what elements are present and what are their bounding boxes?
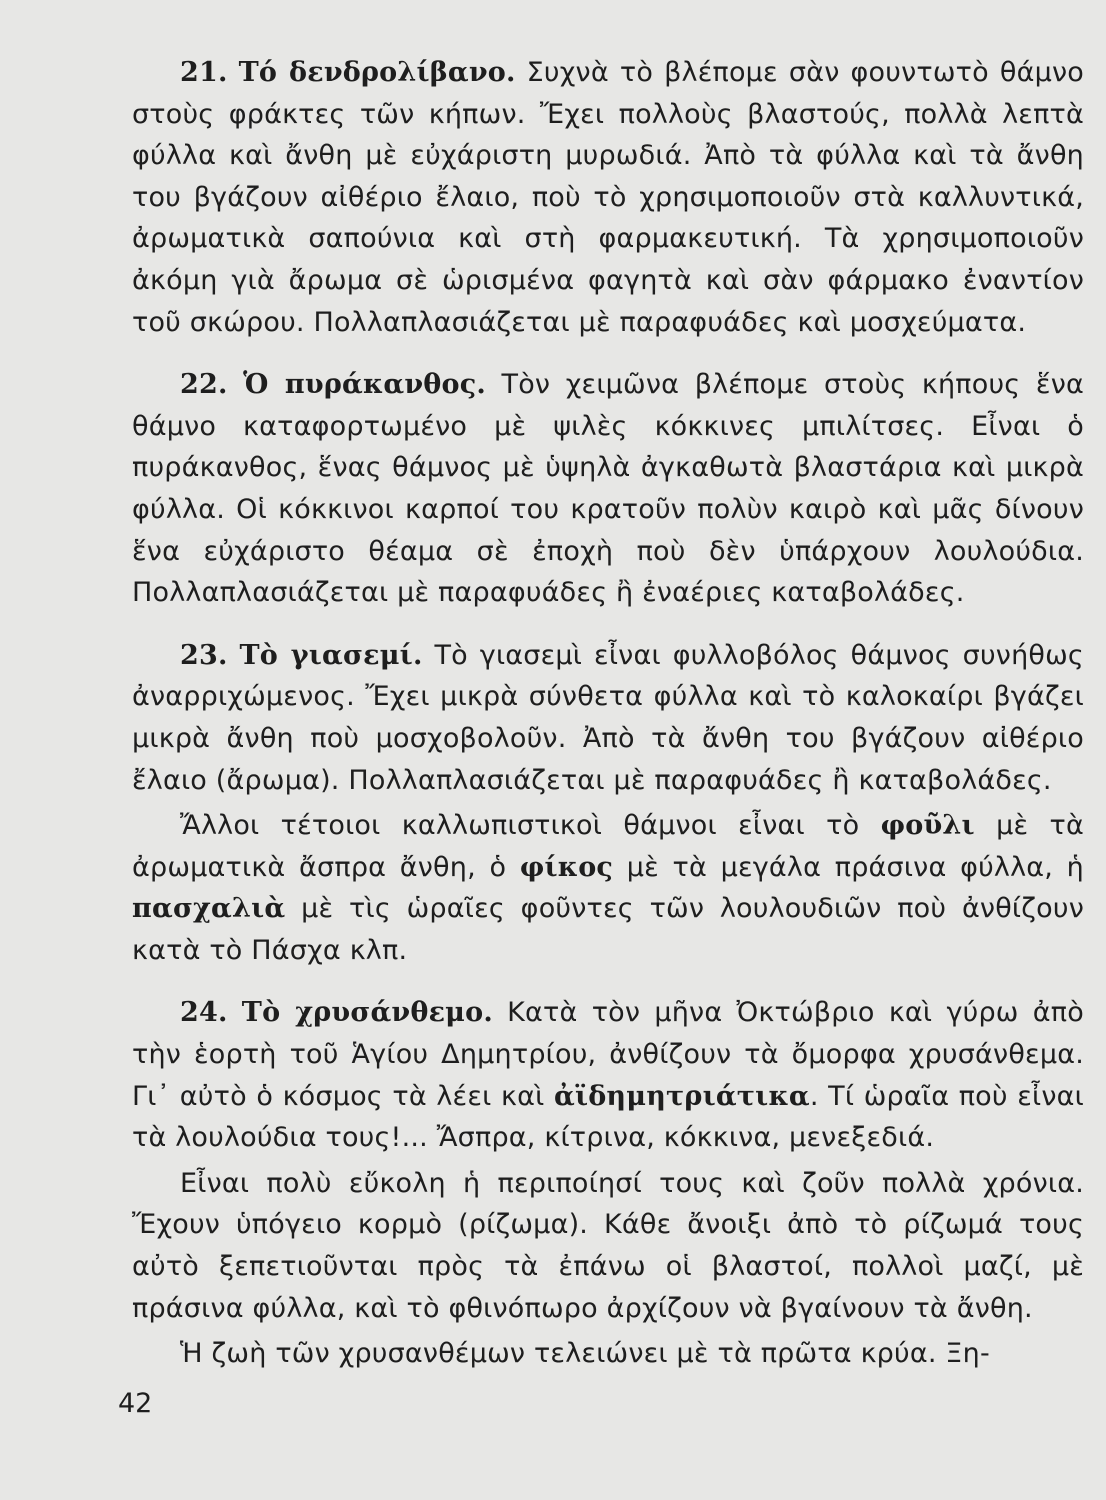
shrubs-text-2: μὲ τὰ ἀρωματικὰ ἄσπρα ἄνθη, ὁ [132, 810, 1084, 883]
entry-text: Συχνὰ τὸ βλέπομε σὰν φουντωτὸ θάμνο στοὺς φράκτες τῶν κήπων. Ἔχει πολλοὺς βλαστούς, πολλὰ λεπτὰ φύλλα καὶ ἄνθη μὲ εὐχάριστη μυρωδιά. Ἀπὸ τὰ φύλλα καὶ τὰ ἄνθη του βγάζουν αἰθέριο ἔλαιο, ποὺ τὸ χρησιμοποιοῦν στὰ καλλυντικά, ἀρωματικὰ σαπούνια καὶ στὴ φαρμακευτική. Τὰ χρησιμοποιοῦν ἀκόμη γιὰ ἄρωμα σὲ ὡρισμένα φαγητὰ καὶ σὰν φάρμακο ἐναντίον τοῦ σκώρου. Πολλαπλασιάζεται μὲ παραφυάδες καὶ μοσχεύματα. [132, 57, 1084, 338]
shrubs-text-4: μὲ τὶς ὡραῖες φοῦντες τῶν λουλουδιῶν ποὺ ἀνθίζουν κατὰ τὸ Πάσχα κλπ. [132, 893, 1084, 966]
entry-heading: Τό δενδρολίβανο. [238, 57, 516, 88]
entry-text-2: . Τί ὡραῖα ποὺ εἶναι τὰ λουλούδια τους!... Ἄσπρα, κίτρινα, κόκκινα, μενεξεδιά. [132, 1080, 1084, 1154]
shrubs-text-1: Ἄλλοι τέτοιοι καλλωπιστικοὶ θάμνοι εἶναι τὸ [180, 810, 860, 842]
page-body [132, 52, 1084, 1375]
entry-heading: Τὸ γιασεμί. [239, 639, 423, 671]
entry-23 [132, 635, 1084, 801]
entry-heading: Τὸ χρυσάνθεμο. [241, 997, 493, 1029]
entry-text-1: Κατὰ τὸν μῆνα Ὀκτώβριο καὶ γύρω ἀπὸ τὴν ἑορτὴ τοῦ Ἁγίου Δημητρίου, ἀνθίζουν τὰ ὄμορφα χρυσάνθεμα. Γι᾽ αὐτὸ ὁ κόσμος τὰ λέει καὶ [132, 997, 1084, 1112]
entry-number: 22. [180, 369, 228, 401]
entry-number: 23. [180, 639, 228, 671]
entry-heading: Ὁ πυράκανθος. [243, 369, 486, 401]
entry-text: Τὸν χειμῶνα βλέπομε στοὺς κήπους ἕνα θάμνο καταφορτωμένο μὲ ψιλὲς κόκκινες μπιλίτσες. Εἶναι ὁ πυράκανθος, ἕνας θάμνος μὲ ὑψηλὰ ἀγκαθωτὰ βλαστάρια καὶ μικρὰ φύλλα. Οἱ κόκκινοι καρποί του κρατοῦν πολὺν καιρὸ καὶ μᾶς δίνουν ἕνα εὐχάριστο θέαμα σὲ ἐποχὴ ποὺ δὲν ὑπάρχουν λουλούδια. Πολλαπλασιάζεται μὲ παραφυάδες ἢ ἐναέριες καταβολάδες. [132, 369, 1084, 609]
shrub-name-paschalia: πασχαλιὰ [132, 893, 286, 925]
entry-21 [132, 52, 1084, 343]
entry-text: Τὸ γιασεμὶ εἶναι φυλλοβόλος θάμνος συνήθως ἀναρριχώμενος. Ἔχει μικρὰ σύνθετα φύλλα καὶ τὸ καλοκαίρι βγάζει μικρὰ ἄνθη ποὺ μοσχοβολοῦν. Ἀπὸ τὰ ἄνθη του βγάζουν αἰθέριο ἔλαιο (ἄρωμα). Πολλαπλασιάζεται μὲ παραφυάδες ἢ καταβολάδες. [132, 639, 1084, 796]
page-number: 42 [118, 1388, 153, 1419]
entry-22 [132, 364, 1084, 614]
shrubs-paragraph [132, 805, 1084, 971]
care-paragraph: Εἶναι πολὺ εὔκολη ἡ περιποίησί τους καὶ ζοῦν πολλὰ χρόνια. Ἔχουν ὑπόγειο κορμὸ (ρίζωμα). Κάθε ἄνοιξι ἀπὸ τὸ ρίζωμά τους αὐτὸ ξεπετιοῦνται πρὸς τὰ ἐπάνω οἱ βλαστοί, πολλοὶ μαζί, μὲ πράσινα φύλλα, καὶ τὸ φθινόπωρο ἀρχίζουν νὰ βγαίνουν τὰ ἄνθη. [132, 1167, 1084, 1324]
entry-24 [132, 992, 1084, 1158]
entry-number: 24. [180, 997, 228, 1029]
shrub-name-fouli: φοῦλι [880, 810, 975, 842]
term-aidimitriatika: ἀϊδημητριάτικα [553, 1080, 810, 1112]
shrub-name-fikos: φίκος [519, 851, 614, 883]
lifespan-paragraph: Ἡ ζωὴ τῶν χρυσανθέμων τελειώνει μὲ τὰ πρῶτα κρύα. Ξη- [180, 1338, 990, 1370]
entry-number: 21. [180, 57, 228, 88]
shrubs-text-3: μὲ τὰ μεγάλα πράσινα φύλλα, ἡ [626, 851, 1084, 883]
